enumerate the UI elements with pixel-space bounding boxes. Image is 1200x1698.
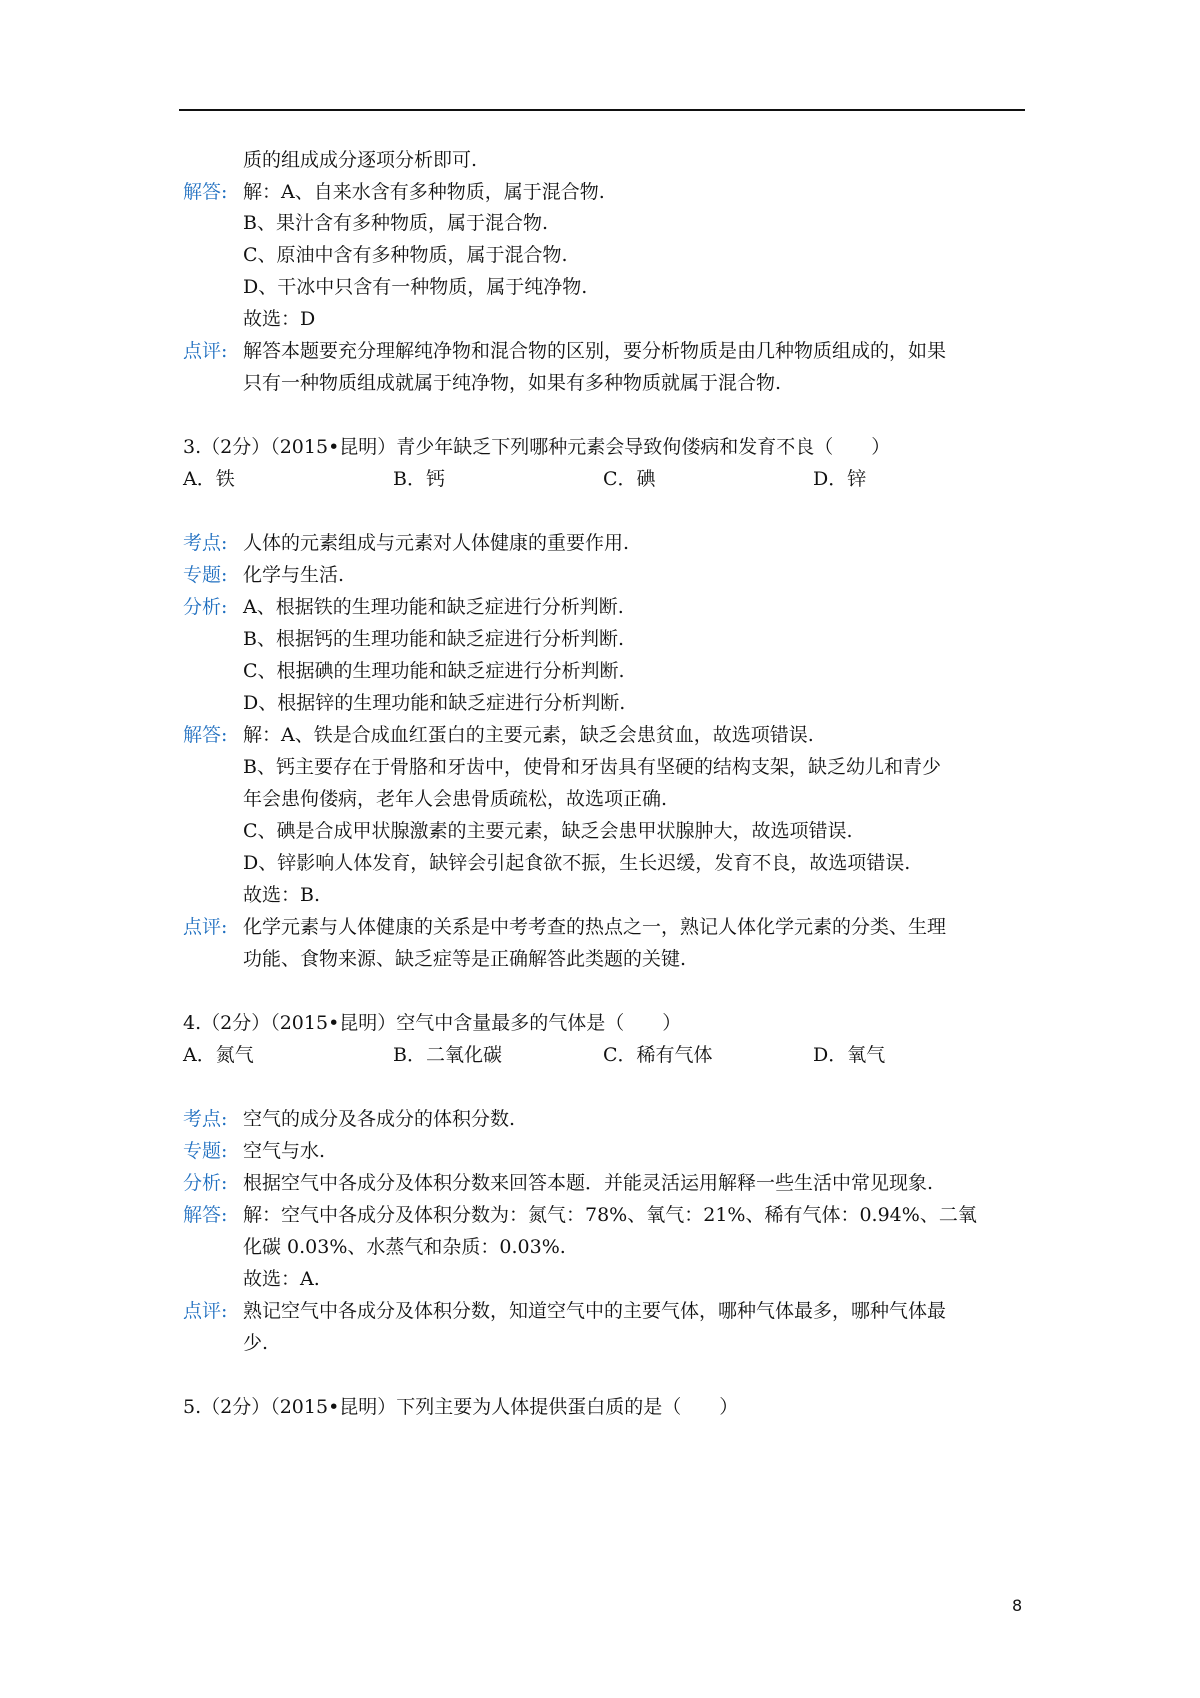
kaodian-label: 考点: — [183, 532, 228, 554]
q3-option-a: A．铁 — [183, 468, 235, 490]
fenxi-label: 分析: — [183, 1172, 228, 1194]
question-4-stem: 4.（2分）（2015•昆明）空气中含量最多的气体是（ ） — [183, 1012, 682, 1034]
fenxi-line: A、根据铁的生理功能和缺乏症进行分析判断. — [243, 596, 624, 618]
page-number: 8 — [1012, 1596, 1023, 1615]
q4-option-d: D．氧气 — [813, 1044, 886, 1066]
answer-line: 解：空气中各成分及体积分数为：氮气：78%、氧气：21%、稀有气体：0.94%、二氧 — [243, 1204, 977, 1226]
kaodian-text: 人体的元素组成与元素对人体健康的重要作用. — [243, 532, 630, 554]
header-rule — [179, 109, 1025, 111]
comment-label: 点评: — [183, 916, 228, 938]
answer-line: 解：A、自来水含有多种物质，属于混合物. — [243, 181, 605, 203]
q3-option-b: B．钙 — [393, 468, 445, 490]
answer-line: 故选：B. — [243, 884, 321, 906]
zhuanti-label: 专题: — [183, 564, 228, 586]
fenxi-line: B、根据钙的生理功能和缺乏症进行分析判断. — [243, 628, 625, 650]
answer-label: 解答: — [183, 724, 228, 746]
question-3-stem: 3.（2分）（2015•昆明）青少年缺乏下列哪种元素会导致佝偻病和发育不良（ ） — [183, 436, 891, 458]
answer-line: C、碘是合成甲状腺激素的主要元素，缺乏会患甲状腺肿大，故选项错误. — [243, 820, 853, 842]
answer-line: 化碳 0.03%、水蒸气和杂质：0.03%. — [243, 1236, 566, 1258]
comment-line: 解答本题要充分理解纯净物和混合物的区别，要分析物质是由几种物质组成的，如果 — [243, 340, 947, 362]
comment-line: 熟记空气中各成分及体积分数，知道空气中的主要气体，哪种气体最多，哪种气体最 — [243, 1300, 947, 1322]
fenxi-line: D、根据锌的生理功能和缺乏症进行分析判断. — [243, 692, 626, 714]
q3-option-d: D．锌 — [813, 468, 867, 490]
comment-label: 点评: — [183, 1300, 228, 1322]
answer-line: D、锌影响人体发育，缺锌会引起食欲不振，生长迟缓，发育不良，故选项错误. — [243, 852, 911, 874]
zhuanti-text: 空气与水. — [243, 1140, 326, 1162]
answer-label: 解答: — [183, 1204, 228, 1226]
q4-option-b: B．二氧化碳 — [393, 1044, 502, 1066]
answer-line: 年会患佝偻病，老年人会患骨质疏松，故选项正确. — [243, 788, 668, 810]
zhuanti-label: 专题: — [183, 1140, 228, 1162]
continued-text: 质的组成成分逐项分析即可. — [243, 149, 478, 171]
answer-line: B、钙主要存在于骨胳和牙齿中，使骨和牙齿具有坚硬的结构支架，缺乏幼儿和青少 — [243, 756, 941, 778]
answer-line: 解：A、铁是合成血红蛋白的主要元素，缺乏会患贫血，故选项错误. — [243, 724, 814, 746]
q3-option-c: C．碘 — [603, 468, 656, 490]
q4-option-a: A．氮气 — [183, 1044, 254, 1066]
comment-line: 化学元素与人体健康的关系是中考考查的热点之一，熟记人体化学元素的分类、生理 — [243, 916, 947, 938]
zhuanti-text: 化学与生活. — [243, 564, 345, 586]
fenxi-line: 根据空气中各成分及体积分数来回答本题．并能灵活运用解释一些生活中常见现象. — [243, 1172, 934, 1194]
comment-line: 功能、食物来源、缺乏症等是正确解答此类题的关键. — [243, 948, 687, 970]
comment-line: 少. — [243, 1332, 269, 1354]
fenxi-line: C、根据碘的生理功能和缺乏症进行分析判断. — [243, 660, 625, 682]
answer-line: B、果汁含有多种物质，属于混合物. — [243, 212, 549, 234]
fenxi-label: 分析: — [183, 596, 228, 618]
answer-line: 故选：A. — [243, 1268, 320, 1290]
question-5-stem: 5.（2分）（2015•昆明）下列主要为人体提供蛋白质的是（ ） — [183, 1396, 739, 1418]
kaodian-text: 空气的成分及各成分的体积分数. — [243, 1108, 516, 1130]
answer-line: 故选：D — [243, 308, 316, 330]
kaodian-label: 考点: — [183, 1108, 228, 1130]
answer-label: 解答: — [183, 181, 228, 203]
answer-line: D、干冰中只含有一种物质，属于纯净物. — [243, 276, 588, 298]
answer-line: C、原油中含有多种物质，属于混合物. — [243, 244, 568, 266]
comment-line: 只有一种物质组成就属于纯净物，如果有多种物质就属于混合物. — [243, 372, 782, 394]
comment-label: 点评: — [183, 340, 228, 362]
q4-option-c: C．稀有气体 — [603, 1044, 713, 1066]
